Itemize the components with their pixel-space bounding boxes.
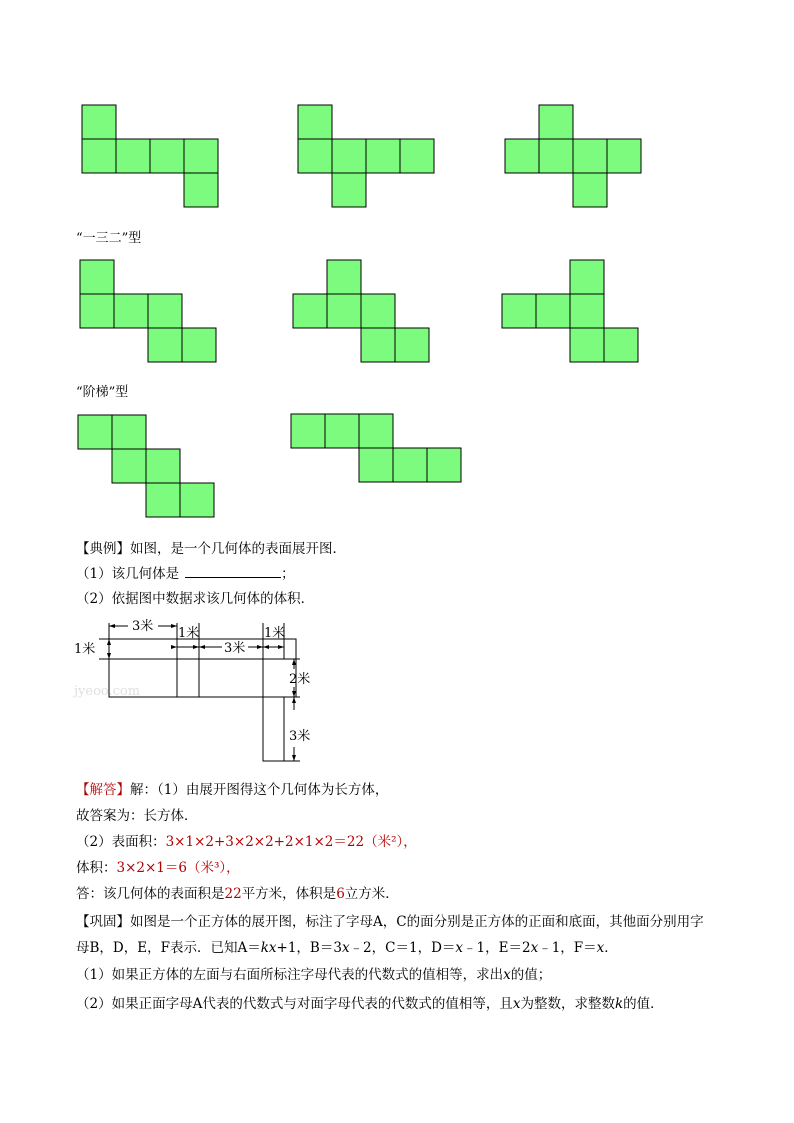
- consolidate-q1: （1）如果正方体的左面与右面所标注字母代表的代数式的值相等，求出x的值；: [76, 967, 552, 983]
- consolidate-q2: （2）如果正面字母A代表的代数式与对面字母代表的代数式的值相等，且x为整数，求整数k的值．: [76, 996, 664, 1012]
- net-8: [291, 414, 461, 482]
- label-type-stair: “阶梯”型: [76, 385, 129, 400]
- dim-3m-top: 3米: [132, 619, 154, 634]
- net-5: [293, 260, 429, 362]
- consolidate-line-2: 母B，D，E，F表示．已知A＝kx+1，B＝3x﹣2，C＝1，D＝x﹣1，E＝2x﹣1，F＝x．: [76, 940, 618, 956]
- label-type-132: “一三二”型: [76, 231, 142, 246]
- dim-1m-left: 1米: [74, 642, 96, 657]
- net-6: [502, 260, 638, 362]
- net-7: [78, 415, 214, 517]
- answer-line-5: 答：该几何体的表面积是22平方米，体积是6立方米．: [76, 886, 399, 902]
- consolidate-tag: 【巩固】: [76, 914, 130, 930]
- dim-1m-top-a: 1米: [178, 626, 200, 641]
- example-tag: 【典例】: [76, 541, 130, 557]
- net-1: [82, 105, 218, 207]
- dim-3m-mid: 3米: [224, 641, 246, 656]
- box-net-figure: [70, 615, 330, 775]
- answer-line-4: 体积：3×2×1＝6（米³），: [76, 860, 240, 876]
- consolidate-line-1: 【巩固】如图是一个正方体的展开图，标注了字母A，C的面分别是正方体的正面和底面，其他面分别用字: [76, 914, 704, 930]
- dim-2m-right: 2米: [289, 672, 311, 687]
- answer-line-2: 故答案为：长方体．: [76, 808, 198, 824]
- answer-line-1: 【解答】解：（1）由展开图得这个几何体为长方体，: [76, 782, 389, 798]
- answer-line-3: （2）表面积：3×1×2+3×2×2+2×1×2＝22（米²），: [76, 834, 417, 850]
- dim-1m-top-b: 1米: [264, 626, 286, 641]
- example-intro: 【典例】如图，是一个几何体的表面展开图．: [76, 541, 346, 557]
- example-q1: （1）该几何体是 ；: [76, 566, 295, 582]
- dim-3m-right: 3米: [289, 729, 311, 744]
- answer-blank: [185, 566, 281, 578]
- answer-tag: 【解答】: [76, 782, 130, 798]
- cube-nets: [0, 0, 794, 530]
- net-2: [298, 105, 434, 207]
- net-4: [80, 260, 216, 362]
- example-q2: （2）依据图中数据求该几何体的体积．: [76, 591, 315, 607]
- net-3: [505, 105, 641, 207]
- watermark: jyeoo.com: [74, 684, 141, 699]
